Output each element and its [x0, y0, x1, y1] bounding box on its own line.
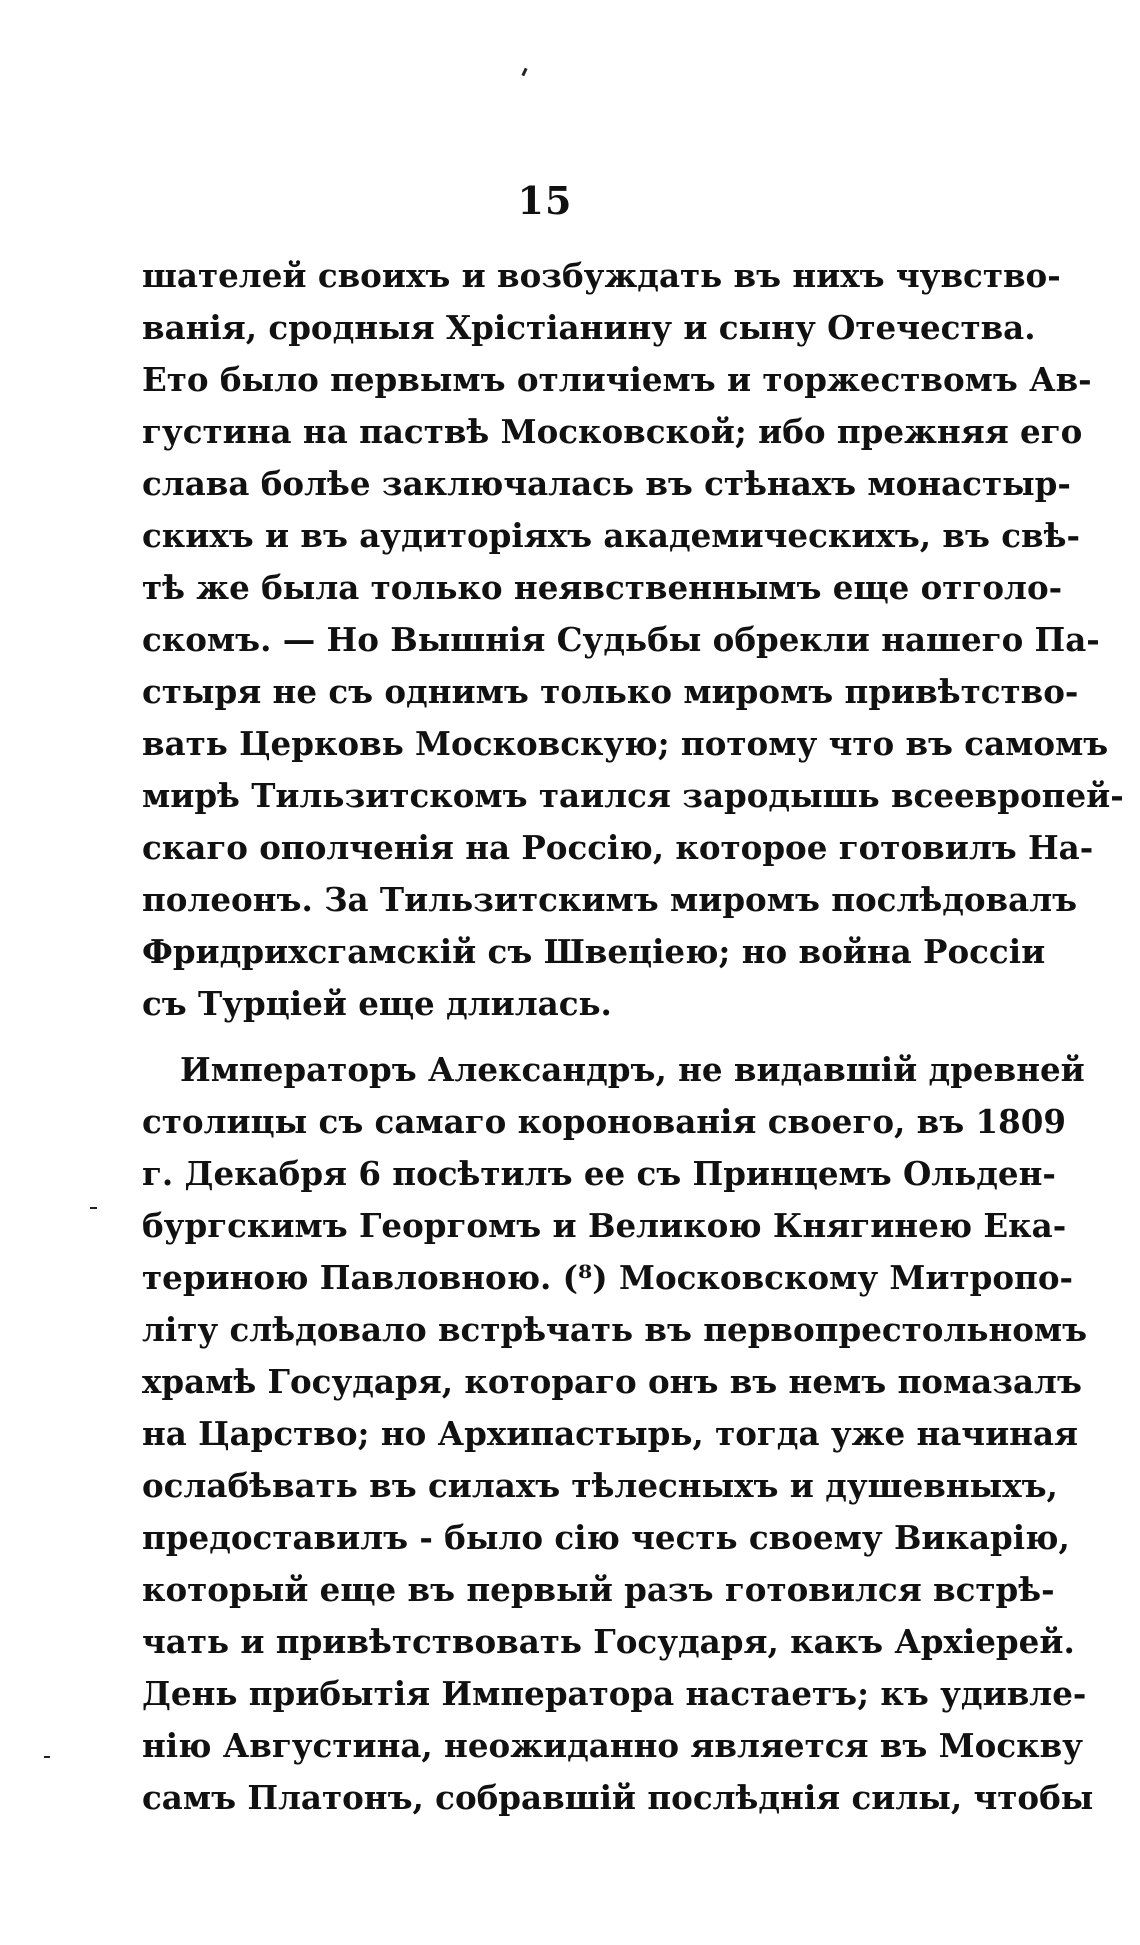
- text-line: полеонъ. За Тильзитскимъ миромъ послѣдовалъ: [142, 880, 1078, 919]
- text-line: стыря не съ однимъ только миромъ привѣтство-: [142, 672, 1079, 711]
- text-line: слава болѣе заключалась въ стѣнахъ монастыр-: [142, 464, 1071, 503]
- text-line: бургскимъ Георгомъ и Великою Княгинею Ека-: [142, 1206, 1067, 1245]
- text-line: съ Турціей еще длилась.: [142, 984, 612, 1023]
- text-line: предоставилъ - было сію честь своему Викарію,: [142, 1518, 1070, 1557]
- text-line: чать и привѣтствовать Государя, какъ Архіерей.: [142, 1622, 1075, 1661]
- text-line: териною Павловною. (⁸) Московскому Митропо-: [142, 1258, 1074, 1297]
- text-line: Фридрихсгамскій съ Швеціею; но война Россіи: [142, 932, 1046, 971]
- page-number: 15: [517, 178, 573, 223]
- ink-speck: [521, 68, 527, 77]
- text-line: мирѣ Тильзитскомъ таился зародышь всеевропей-: [142, 776, 1124, 815]
- text-line: День прибытія Императора настаетъ; къ удивле-: [142, 1674, 1087, 1713]
- text-line: самъ Платонъ, собравшій послѣднія силы, чтобы: [142, 1778, 1094, 1817]
- text-line: густина на паствѣ Московской; ибо прежняя его: [142, 412, 1083, 451]
- paragraph: [142, 1044, 1094, 1824]
- text-line: Ето было первымъ отличіемъ и торжествомъ Ав-: [142, 360, 1092, 399]
- text-line: тѣ же была только неявственнымъ еще отголо-: [142, 568, 1063, 607]
- text-line: літу слѣдовало встрѣчать въ первопрестольномъ: [142, 1310, 1088, 1349]
- paragraph: [142, 250, 1124, 1030]
- text-line: г. Декабря 6 посѣтилъ ее съ Принцемъ Ольден-: [142, 1154, 1056, 1193]
- paragraph-gap: [142, 1030, 962, 1044]
- text-line: скомъ. — Но Вышнія Судьбы обрекли нашего Па-: [142, 620, 1100, 659]
- text-line: нію Августина, неожиданно является въ Москву: [142, 1726, 1083, 1765]
- text-line: на Царство; но Архипастырь, тогда уже начиная: [142, 1414, 1079, 1453]
- ink-speck: [90, 1207, 97, 1209]
- text-line: ослабѣвать въ силахъ тѣлесныхъ и душевныхъ,: [142, 1466, 1058, 1505]
- text-line: ванія, сродныя Хрістіанину и сыну Отечества.: [142, 308, 1036, 347]
- text-line: скаго ополченія на Россію, которое готовилъ На-: [142, 828, 1094, 867]
- text-line: Императоръ Александръ, не видавшій древней: [180, 1050, 1085, 1089]
- text-line: скихъ и въ аудиторіяхъ академическихъ, въ свѣ-: [142, 516, 1080, 555]
- text-line: шателей своихъ и возбуждать въ нихъ чувство-: [142, 256, 1061, 295]
- ink-speck: [44, 1756, 50, 1758]
- text-line: который еще въ первый разъ готовился встрѣ-: [142, 1570, 1055, 1609]
- body-text: [142, 250, 1124, 1824]
- text-line: храмѣ Государя, котораго онъ въ немъ помазалъ: [142, 1362, 1082, 1401]
- text-line: вать Церковь Московскую; потому что въ самомъ: [142, 724, 1109, 763]
- text-line: столицы съ самаго коронованія своего, въ 1809: [142, 1102, 1066, 1141]
